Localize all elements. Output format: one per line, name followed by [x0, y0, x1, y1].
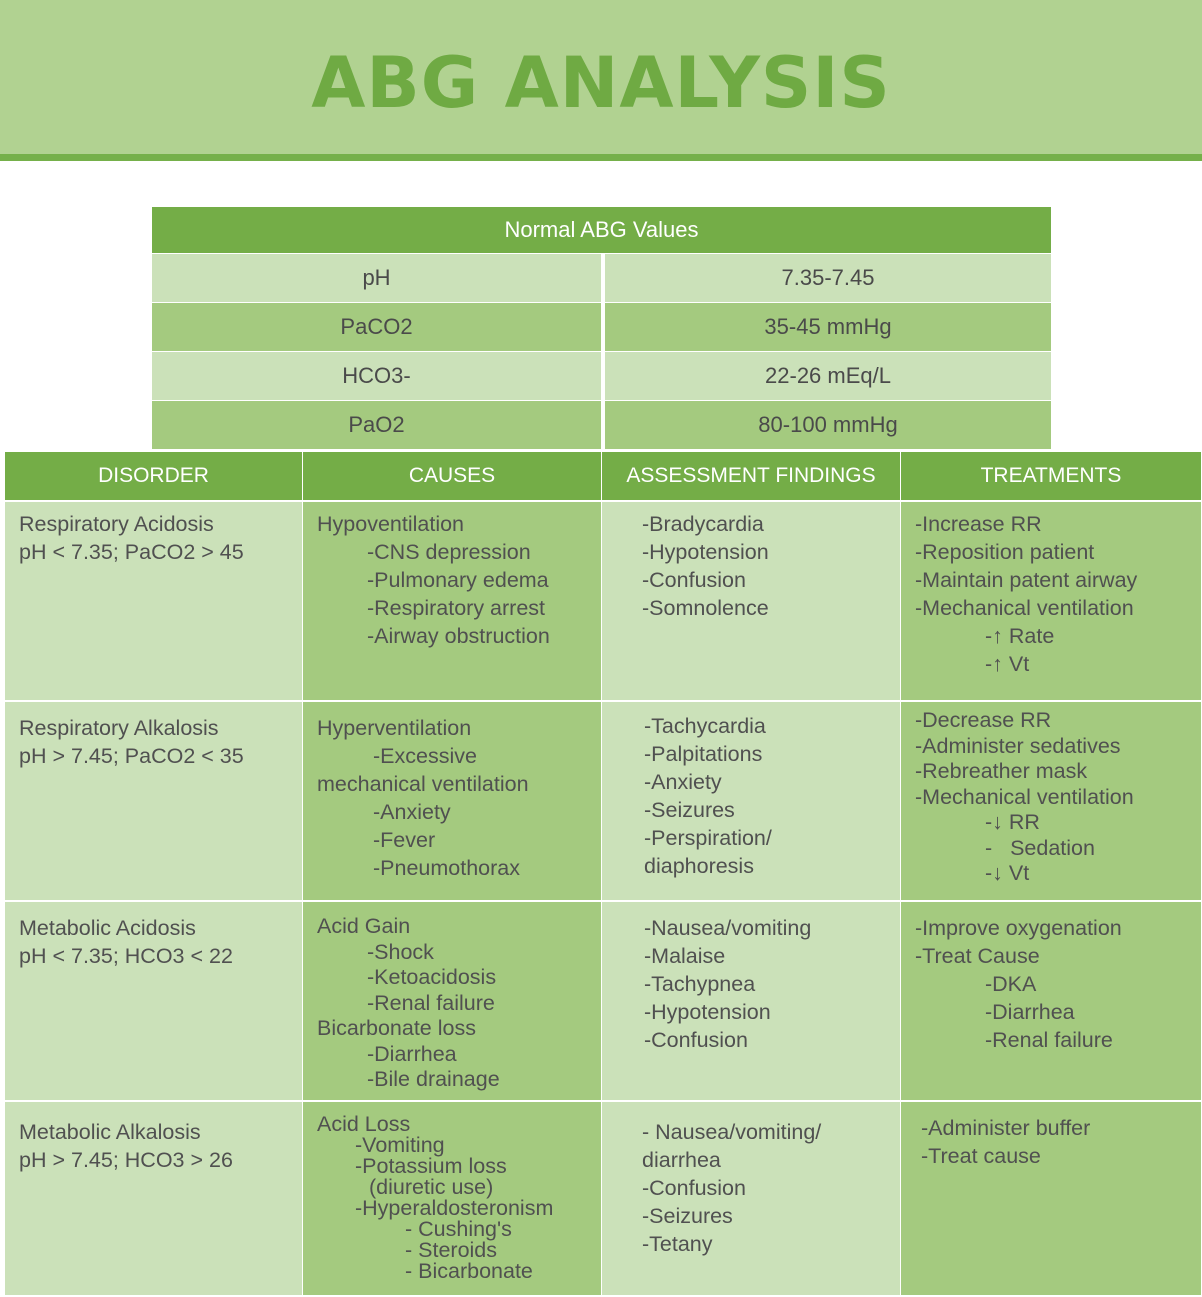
normal-value: 22-26 mEq/L: [601, 352, 1051, 400]
column-header-disorder: DISORDER: [5, 452, 302, 502]
finding-item: -Seizures: [642, 1204, 733, 1228]
finding-item: -Malaise: [644, 944, 726, 968]
treatment-item: -Treat cause: [921, 1144, 1041, 1168]
finding-item: -Tetany: [642, 1232, 713, 1256]
cause-item: -Pulmonary edema: [367, 568, 549, 592]
disorder-criteria: pH > 7.45; PaCO2 < 35: [19, 744, 244, 768]
findings-cell: [602, 702, 900, 902]
finding-item: diarrhea: [642, 1148, 721, 1172]
findings-cell: [602, 502, 900, 702]
cause-item: Acid Loss: [317, 1112, 411, 1136]
treatment-item: -Mechanical ventilation: [915, 596, 1134, 620]
disorder-name: Respiratory Alkalosis: [19, 716, 219, 740]
treatment-item: -Renal failure: [985, 1028, 1113, 1052]
treatment-item: -Decrease RR: [915, 708, 1052, 732]
disorder-name: Metabolic Alkalosis: [19, 1120, 201, 1144]
disorder-criteria: pH < 7.35; PaCO2 > 45: [19, 540, 244, 564]
causes-cell: [303, 1102, 601, 1297]
cause-item: -CNS depression: [367, 540, 531, 564]
cause-item: -Renal failure: [367, 990, 495, 1015]
treatment-item: -Diarrhea: [985, 1000, 1075, 1024]
disorder-cell: [5, 1102, 302, 1297]
treatment-item: -Maintain patent airway: [915, 568, 1138, 592]
cause-item: -Excessive: [373, 744, 477, 768]
column-header-causes: CAUSES: [303, 452, 601, 502]
finding-item: -Bradycardia: [642, 512, 764, 536]
treatment-item: -Treat Cause: [915, 944, 1040, 968]
cause-item: Bicarbonate loss: [317, 1016, 476, 1040]
finding-item: -Seizures: [644, 798, 735, 822]
causes-cell: [303, 702, 601, 902]
normal-value: 35-45 mmHg: [601, 303, 1051, 351]
findings-cell: [602, 1102, 900, 1297]
finding-item: -Hypotension: [642, 540, 769, 564]
treatments-cell: [901, 1102, 1201, 1297]
finding-item: -Anxiety: [644, 770, 722, 794]
cause-item: -Bile drainage: [367, 1067, 500, 1091]
causes-cell: [303, 902, 601, 1102]
treatments-cell: [901, 902, 1201, 1102]
treatment-item: -↑ Vt: [985, 652, 1030, 676]
page-title: ABG ANALYSIS: [311, 42, 891, 124]
finding-item: -Tachypnea: [644, 972, 756, 996]
disorder-criteria: pH > 7.45; HCO3 > 26: [19, 1148, 233, 1172]
finding-item: -Somnolence: [642, 596, 769, 620]
disorder-cell: [5, 502, 302, 702]
normal-row: [152, 302, 1051, 351]
finding-item: -Confusion: [642, 568, 746, 592]
normal-values-heading: Normal ABG Values: [152, 207, 1051, 253]
cause-item: Acid Gain: [317, 914, 411, 938]
finding-item: -Perspiration/: [644, 826, 772, 850]
cause-item: Hypoventilation: [317, 512, 465, 536]
cause-item: mechanical ventilation: [317, 772, 529, 796]
cause-item: -Pneumothorax: [373, 856, 520, 880]
finding-item: -Tachycardia: [644, 714, 766, 738]
cause-item: -Vomiting: [355, 1133, 445, 1157]
cause-item: -Fever: [373, 828, 436, 852]
normal-row: [152, 351, 1051, 400]
cause-item: -Shock: [367, 939, 434, 964]
disorders-table: [5, 452, 1201, 1297]
disorder-name: Metabolic Acidosis: [19, 916, 196, 940]
normal-value: 80-100 mmHg: [601, 401, 1051, 449]
finding-item: -Confusion: [642, 1176, 746, 1200]
normal-row: [152, 400, 1051, 449]
normal-param: HCO3-: [152, 352, 601, 400]
cause-item: -Airway obstruction: [367, 624, 550, 648]
cause-item: - Bicarbonate: [405, 1259, 533, 1283]
cause-item: (diuretic use): [369, 1175, 494, 1199]
finding-item: -Palpitations: [644, 742, 763, 766]
treatment-item: -Mechanical ventilation: [915, 784, 1134, 809]
finding-item: -Confusion: [644, 1028, 748, 1052]
cause-item: -Respiratory arrest: [367, 596, 546, 620]
treatment-item: -↓ Vt: [985, 861, 1030, 885]
disorder-criteria: pH < 7.35; HCO3 < 22: [19, 944, 233, 968]
finding-item: diaphoresis: [644, 854, 754, 878]
cause-item: -Diarrhea: [367, 1041, 457, 1066]
disorder-name: Respiratory Acidosis: [19, 512, 214, 536]
findings-cell: [602, 902, 900, 1102]
finding-item: -Nausea/vomiting: [644, 916, 812, 940]
title-banner: [0, 0, 1202, 161]
cause-item: Hyperventilation: [317, 716, 472, 740]
normal-values-table: [152, 207, 1051, 449]
treatment-item: -DKA: [985, 972, 1037, 996]
treatment-item: -Administer buffer: [921, 1116, 1091, 1140]
normal-row: [152, 253, 1051, 302]
treatment-item: -Reposition patient: [915, 540, 1095, 564]
cause-item: - Steroids: [405, 1238, 498, 1262]
finding-item: - Nausea/vomiting/: [642, 1120, 822, 1144]
treatment-item: - Sedation: [985, 835, 1095, 860]
disorder-cell: [5, 702, 302, 902]
normal-param: PaO2: [152, 401, 601, 449]
treatment-item: -↑ Rate: [985, 624, 1055, 648]
normal-value: 7.35-7.45: [601, 254, 1051, 302]
treatment-item: -↓ RR: [985, 810, 1040, 834]
cause-item: -Potassium loss: [355, 1154, 507, 1178]
column-header-findings: ASSESSMENT FINDINGS: [602, 452, 900, 502]
treatment-item: -Increase RR: [915, 512, 1042, 536]
cause-item: -Hyperaldosteronism: [355, 1196, 554, 1220]
finding-item: -Hypotension: [644, 1000, 771, 1024]
causes-cell: [303, 502, 601, 702]
cause-item: -Anxiety: [373, 800, 451, 824]
cause-item: - Cushing's: [405, 1217, 512, 1241]
treatment-item: -Improve oxygenation: [915, 916, 1122, 940]
treatments-cell: [901, 502, 1201, 702]
cause-item: -Ketoacidosis: [367, 965, 497, 989]
treatment-item: -Administer sedatives: [915, 733, 1121, 758]
column-header-treatments: TREATMENTS: [901, 452, 1201, 502]
treatments-cell: [901, 702, 1201, 902]
disorder-cell: [5, 902, 302, 1102]
normal-param: PaCO2: [152, 303, 601, 351]
treatment-item: -Rebreather mask: [915, 759, 1088, 783]
normal-param: pH: [152, 254, 601, 302]
